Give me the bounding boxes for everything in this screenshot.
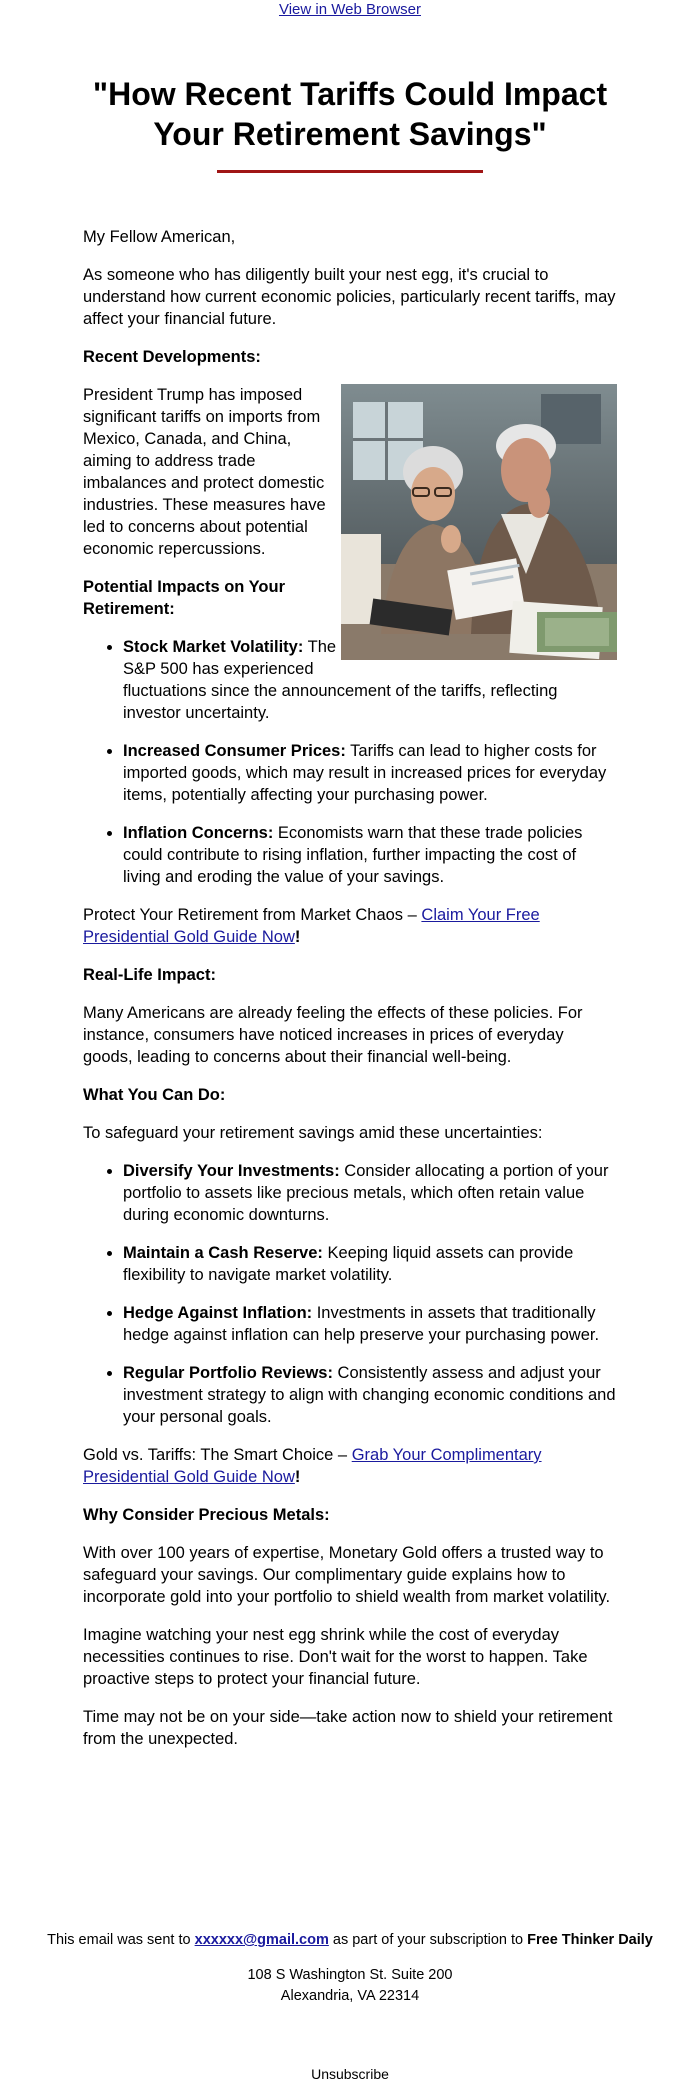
title-divider xyxy=(217,170,483,173)
list-item xyxy=(123,1242,617,1286)
cta-prefix: Gold vs. Tariffs: The Smart Choice – xyxy=(83,1446,352,1464)
precious-metals-text: With over 100 years of expertise, Monetary Gold offers a trusted way to safeguard your savings. Our complimentary guide explains how to incorporate gold into your portfolio to shield wealth from market volatility. xyxy=(83,1544,611,1606)
list-item xyxy=(123,1160,617,1226)
impacts-list xyxy=(83,636,617,888)
address-line-2: Alexandria, VA 22314 xyxy=(280,1988,420,2004)
item-text: Consistently assess and adjust your investment strategy to align with changing economic conditions and your personal goals. xyxy=(123,1364,616,1426)
recipient-email-link[interactable]: xxxxxx@gmail.com xyxy=(194,1932,329,1948)
subscription-notice xyxy=(0,1930,700,1951)
cta-paragraph-2 xyxy=(83,1444,617,1488)
real-life-impact-text: Many Americans are already feeling the effects of these policies. For instance, consumers have noticed increases in prices of everyday goods, leading to concerns about their financial well-being. xyxy=(83,1004,583,1066)
list-item xyxy=(123,822,617,888)
publication-name: Free Thinker Daily xyxy=(527,1932,653,1948)
item-text: The S&P 500 has experienced fluctuations since the announcement of the tariffs, reflecting investor uncertainty. xyxy=(123,638,558,722)
address-line-1: 108 S Washington St. Suite 200 xyxy=(247,1967,453,1983)
list-item xyxy=(123,1302,617,1346)
cta-paragraph-1 xyxy=(83,904,617,948)
list-item xyxy=(123,740,617,806)
intro-paragraph: As someone who has diligently built your nest egg, it's crucial to understand how current economic policies, particularly recent tariffs, may affect your financial future. xyxy=(83,266,616,328)
email-footer xyxy=(0,1930,700,2007)
email-title: "How Recent Tariffs Could Impact Your Retirement Savings" xyxy=(92,76,608,152)
view-in-browser-bar xyxy=(0,0,700,20)
item-label: Stock Market Volatility: xyxy=(123,638,304,656)
cta-prefix: Protect Your Retirement from Market Chaos – xyxy=(83,906,422,924)
claim-gold-guide-link[interactable]: Claim Your Free Presidential Gold Guide Now xyxy=(83,906,540,946)
item-text: Tariffs can lead to higher costs for imported goods, which may result in increased prices for everyday items, potentially affecting your purchasing power. xyxy=(123,742,607,804)
list-item xyxy=(123,1362,617,1428)
imagine-paragraph: Imagine watching your nest egg shrink while the cost of everyday necessities continues to rise. Don't wait for the worst to happen. Take proactive steps to protect your financial future. xyxy=(83,1626,588,1688)
recent-developments-text: President Trump has imposed significant tariffs on imports from Mexico, Canada, and China, aiming to address trade imbalances and protect domestic industries. These measures have led to concerns about potential economic repercussions. xyxy=(83,386,326,558)
sent-prefix: This email was sent to xyxy=(47,1932,195,1948)
recent-developments-heading: Recent Developments: xyxy=(83,348,261,366)
item-text: Investments in assets that traditionally hedge against inflation can help preserve your purchasing power. xyxy=(123,1304,600,1344)
closing-paragraph: Time may not be on your side—take action now to shield your retirement from the unexpected. xyxy=(83,1708,613,1748)
item-text: Consider allocating a portion of your portfolio to assets like precious metals, which often retain value during economic downturns. xyxy=(123,1162,609,1224)
what-you-can-do-heading: What You Can Do: xyxy=(83,1086,226,1104)
email-body xyxy=(83,226,617,1766)
item-label: Maintain a Cash Reserve: xyxy=(123,1244,323,1262)
unsubscribe-link[interactable]: Unsubscribe xyxy=(311,2066,389,2082)
cta-suffix: ! xyxy=(294,928,301,946)
real-life-impact-heading: Real-Life Impact: xyxy=(83,966,216,984)
item-label: Inflation Concerns: xyxy=(123,824,274,842)
cta-suffix: ! xyxy=(294,1468,301,1486)
item-label: Hedge Against Inflation: xyxy=(123,1304,313,1322)
item-text: Keeping liquid assets can provide flexibility to navigate market volatility. xyxy=(123,1244,574,1284)
precious-metals-heading: Why Consider Precious Metals: xyxy=(83,1506,330,1524)
item-label: Diversify Your Investments: xyxy=(123,1162,340,1180)
view-in-browser-link[interactable]: View in Web Browser xyxy=(278,1,421,18)
impacts-heading: Potential Impacts on Your Retirement: xyxy=(83,578,286,618)
item-text: Economists warn that these trade policies could contribute to rising inflation, further impacting the cost of living and eroding the value of your savings. xyxy=(123,824,583,886)
what-you-can-do-intro: To safeguard your retirement savings amid these uncertainties: xyxy=(83,1124,543,1142)
elderly-couple-photo xyxy=(341,384,617,660)
item-label: Regular Portfolio Reviews: xyxy=(123,1364,333,1382)
item-label: Increased Consumer Prices: xyxy=(123,742,346,760)
grab-gold-guide-link[interactable]: Grab Your Complimentary Presidential Gold Guide Now xyxy=(83,1446,542,1486)
unsubscribe-bar xyxy=(0,2064,700,2084)
sent-middle: as part of your subscription to xyxy=(328,1932,528,1948)
actions-list xyxy=(83,1160,617,1428)
greeting: My Fellow American, xyxy=(83,228,236,246)
